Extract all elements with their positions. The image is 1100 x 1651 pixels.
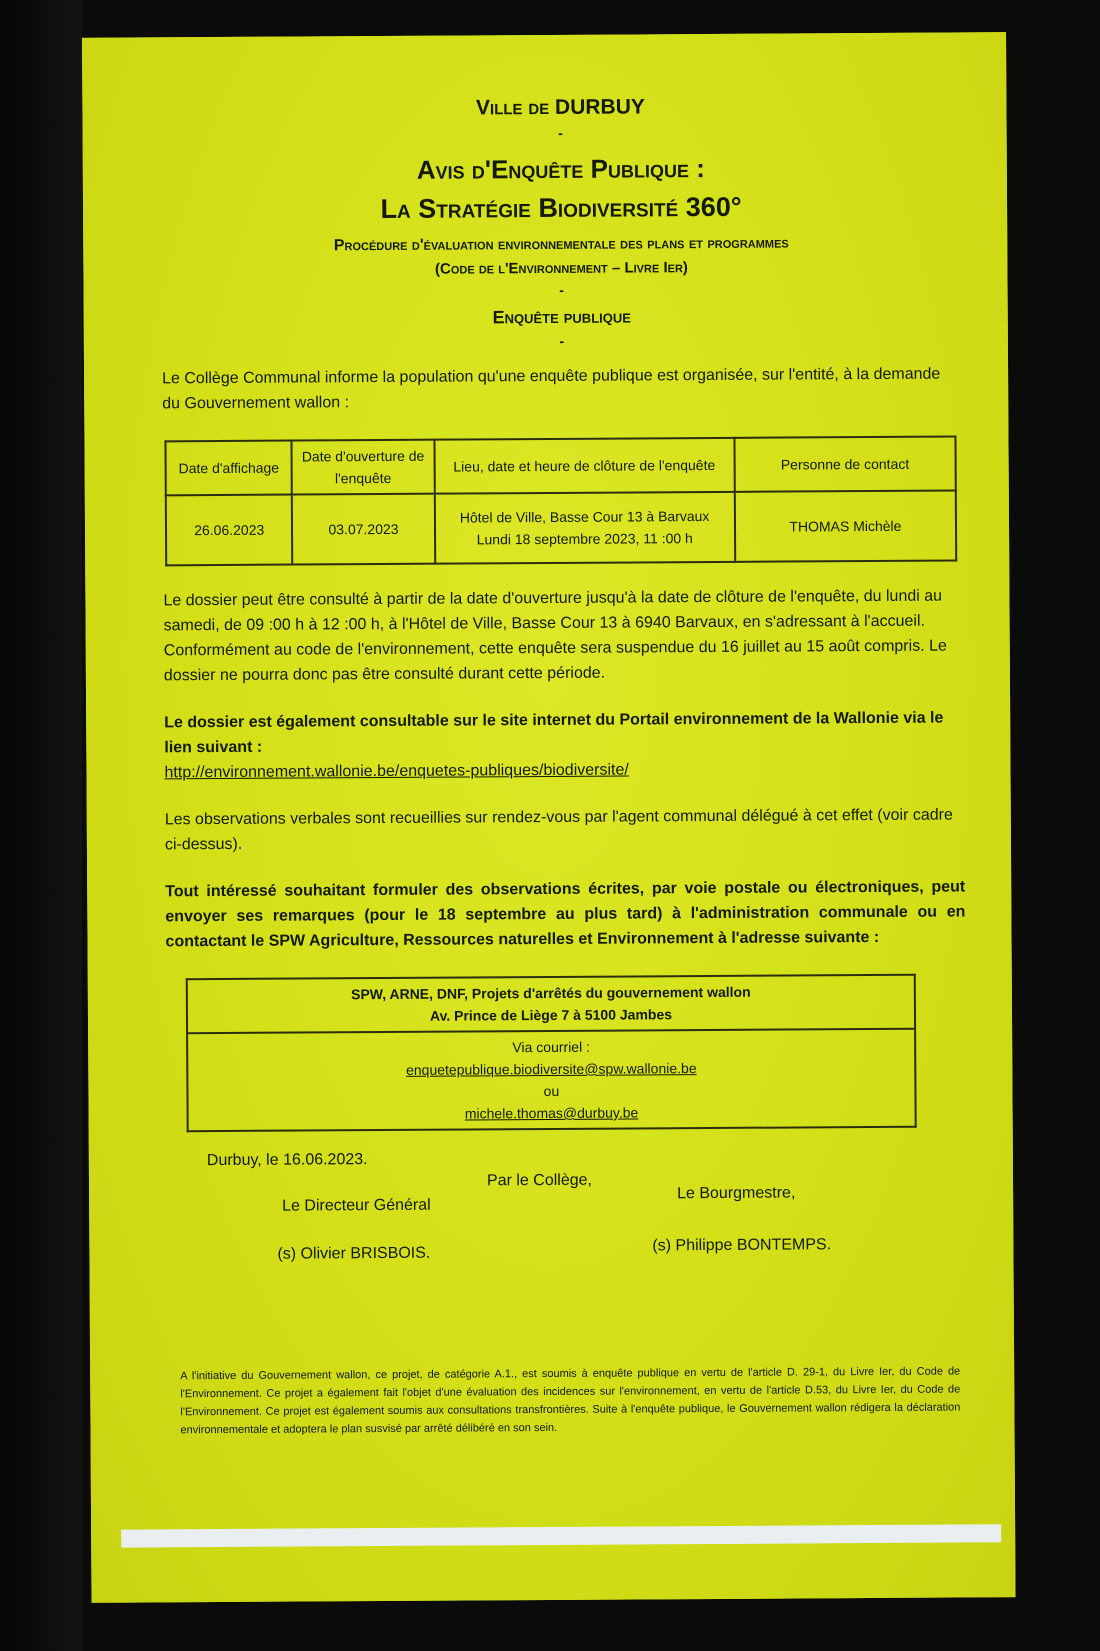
- dark-frame: [0, 0, 82, 1651]
- mayor-name: (s) Philippe BONTEMPS.: [652, 1236, 832, 1255]
- notice-content: [160, 87, 968, 1439]
- verbal-paragraph: Les observations verbales sont recueillies sur rendez-vous par l'agent communal délégué à cet effet (voir cadre ci-dessus).: [164, 806, 953, 854]
- table-row: [166, 490, 956, 565]
- address-box: [186, 974, 917, 1132]
- lieu-line: Hôtel de Ville, Basse Cour 13 à Barvaux: [459, 507, 710, 526]
- procedure-heading: Procédure d'évaluation environnementale des plans et programmes: [333, 234, 789, 255]
- section-heading: Enquête publique: [492, 306, 631, 328]
- consultation-paragraph: Le dossier peut être consulté à partir de la date d'ouverture jusqu'à la date de clôture de l'enquête, du lundi au samedi, de 09 :00 h à 12 :00 h, à l'Hôtel de Ville, Basse Cour 13 à 6940 Barvaux, en s'adressant à l'accueil. Conformément au code de l'environnement, cette enquête sera suspendue du 16 juillet au 15 août compris. Le dossier ne pourra donc pas être consulté durant cette période.: [163, 587, 947, 685]
- header-date-ouverture: Date d'ouverture de l'enquête: [292, 440, 435, 495]
- separator: -: [559, 332, 565, 349]
- online-link[interactable]: http://environnement.wallonie.be/enquetes-publiques/biodiversite/: [164, 761, 629, 782]
- code-reference: (Code de l'Environnement – Livre Ier): [434, 259, 688, 278]
- address-line: SPW, ARNE, DNF, Projets d'arrêtés du gouvernement wallon: [351, 983, 751, 1003]
- mayor-title: Le Bourgmestre,: [677, 1184, 796, 1203]
- header-date-affichage: Date d'affichage: [165, 441, 292, 496]
- signature-block: [167, 1147, 968, 1282]
- poster-edge-strip: [121, 1524, 1001, 1547]
- email-cell: [187, 1029, 916, 1131]
- email-link[interactable]: enquetepublique.biodiversite@spw.wallonie.be: [406, 1060, 697, 1078]
- address-cell: [187, 975, 915, 1033]
- header-lieu-cloture: Lieu, date et heure de clôture de l'enquête: [434, 438, 735, 494]
- or-label: ou: [543, 1082, 560, 1100]
- header-contact: Personne de contact: [734, 436, 956, 491]
- director-title: Le Directeur Général: [282, 1196, 431, 1215]
- intro-paragraph: Le Collège Communal informe la population qu'une enquête publique est organisée, sur l'entité, à la demande du Gouvernement wallon :: [162, 365, 941, 413]
- cloture-line: Lundi 18 septembre 2023, 11 :00 h: [476, 530, 693, 548]
- cell-date-affichage: 26.06.2023: [166, 495, 293, 566]
- table-header-row: [165, 436, 955, 495]
- online-paragraph: Le dossier est également consultable sur le site internet du Portail environnement de la Wallonie via le lien suivant :: [164, 709, 944, 757]
- director-name: (s) Olivier BRISBOIS.: [277, 1244, 431, 1263]
- notice-title: Avis d'Enquête Publique :: [416, 153, 705, 185]
- written-paragraph: Tout intéressé souhaitant formuler des observations écrites, par voie postale ou électroniques, peut envoyer ses remarques (pour le 18 septembre au plus tard) à l'administration communale ou en contactant le SPW Agriculture, Ressources naturelles et Environnement à l'adresse suivante :: [165, 878, 966, 951]
- separator: -: [559, 281, 564, 298]
- notice-subtitle: La Stratégie Biodiversité 360°: [380, 191, 742, 225]
- email-row: [187, 1029, 916, 1131]
- legal-footnote: A l'initiative du Gouvernement wallon, ce projet, de catégorie A.1., est soumis à enquête publique en vertu de l'article D. 29-1, du Livre Ier, du Code de l'Environnement. Ce projet a également fait l'objet d'une évaluation des incidences sur l'environnement, en vertu de l'article D.53, du Livre Ier, du Code de l'Environnement. Ce projet est également soumis aux consultations transfrontières. Suite à l'enquête publique, le Gouvernement wallon rédigera la déclaration environnementale et adoptera le plan susvisé par arrêté délibéré en son sein.: [180, 1365, 961, 1437]
- address-line: Av. Prince de Liège 7 à 5100 Jambes: [429, 1006, 673, 1024]
- cell-contact: THOMAS Michèle: [735, 490, 957, 561]
- place-date: Durbuy, le 16.06.2023.: [206, 1151, 368, 1170]
- address-row: [187, 975, 915, 1033]
- cell-lieu-cloture: [434, 492, 735, 564]
- email-link[interactable]: michele.thomas@durbuy.be: [464, 1104, 639, 1122]
- separator: -: [558, 124, 563, 141]
- city-name: Ville de DURBUY: [475, 95, 645, 120]
- cell-date-ouverture: 03.07.2023: [292, 494, 435, 565]
- via-label: Via courriel :: [512, 1038, 591, 1056]
- inquiry-info-table: [164, 435, 957, 566]
- college-label: Par le Collège,: [486, 1171, 593, 1190]
- public-notice-poster: [82, 32, 1016, 1603]
